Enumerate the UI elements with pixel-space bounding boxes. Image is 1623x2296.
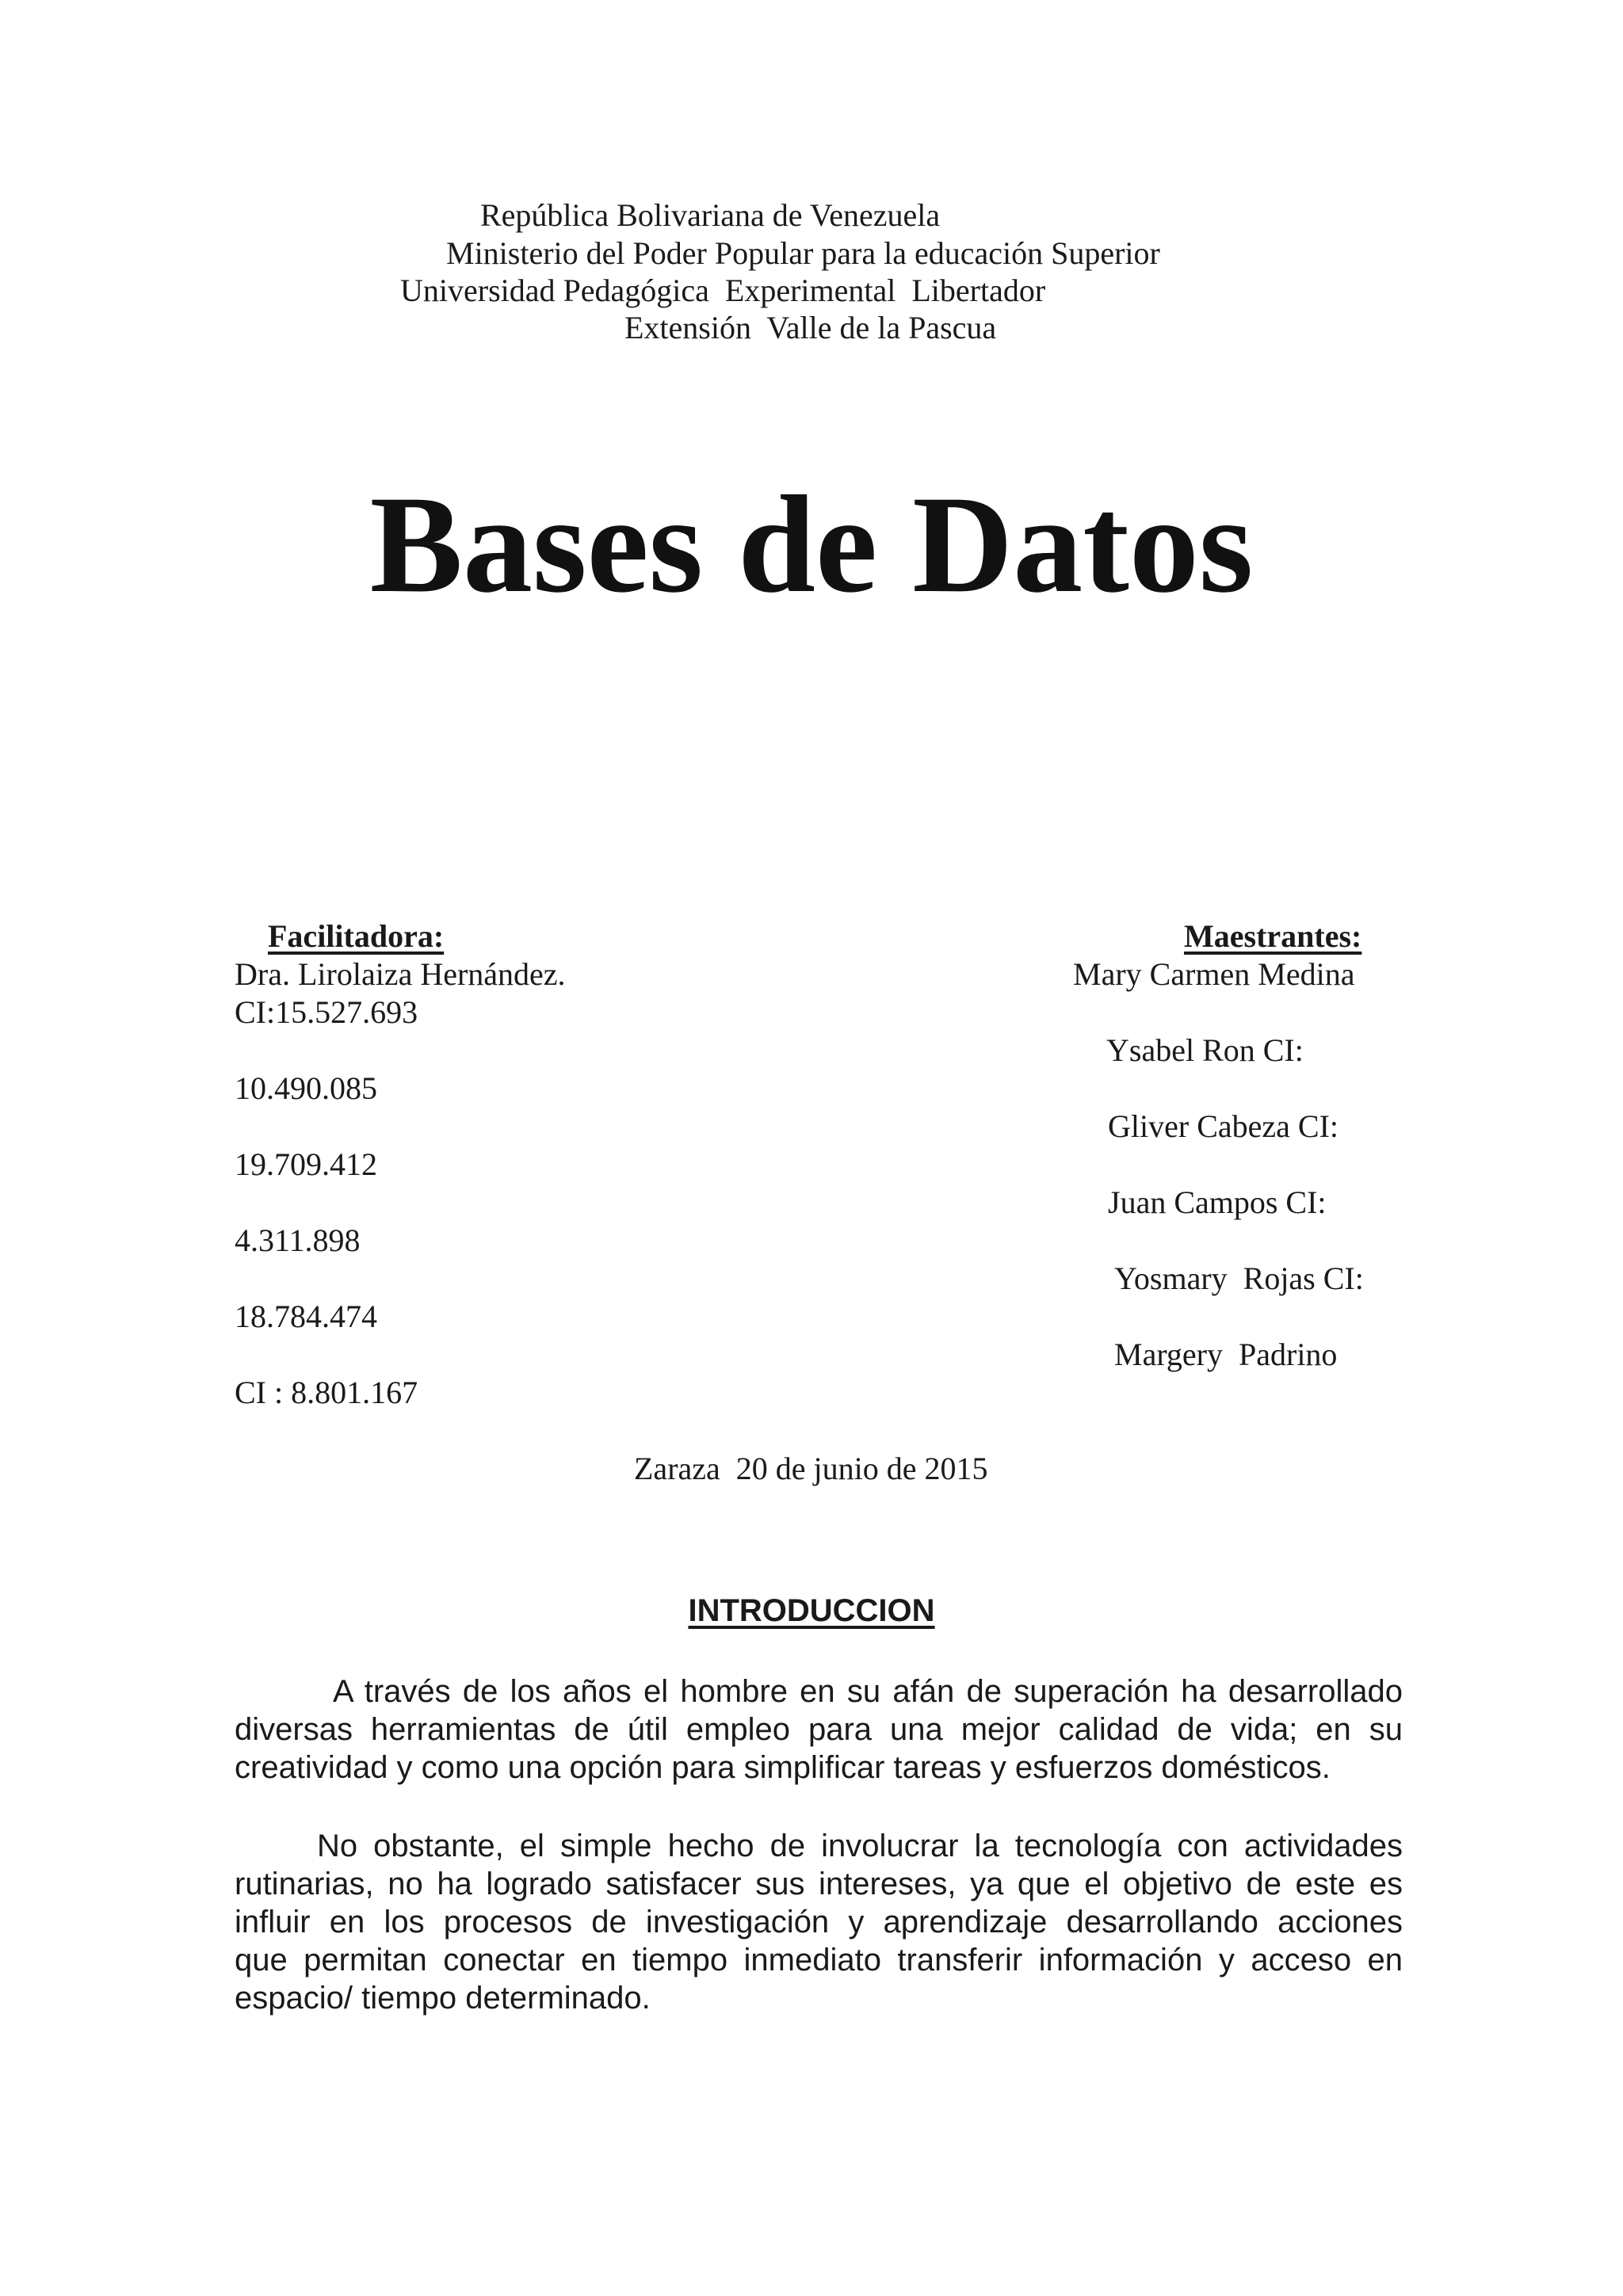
introduction-heading: INTRODUCCION bbox=[688, 1593, 935, 1628]
ci-number-5: CI : 8.801.167 bbox=[235, 1375, 418, 1410]
facilitadora-label: Facilitadora: bbox=[268, 918, 445, 954]
header-extension: Extensión Valle de la Pascua bbox=[624, 310, 997, 345]
maestrante-2: Ysabel Ron CI: bbox=[1106, 1032, 1304, 1068]
facilitadora-name: Dra. Lirolaiza Hernández. bbox=[235, 956, 566, 992]
header-ministry: Ministerio del Poder Popular para la educación Superior bbox=[446, 235, 1160, 271]
facilitadora-ci: CI:15.527.693 bbox=[235, 994, 418, 1030]
paragraph-1-line-3: creatividad y como una opción para simplificar tareas y esfuerzos domésticos. bbox=[235, 1750, 1331, 1785]
paragraph-2-line-4: que permitan conectar en tiempo inmediato transferir información y acceso en bbox=[235, 1943, 1403, 1978]
maestrante-5: Yosmary Rojas CI: bbox=[1114, 1261, 1364, 1296]
ci-number-4: 18.784.474 bbox=[235, 1299, 377, 1334]
maestrantes-label: Maestrantes: bbox=[1184, 918, 1362, 954]
header-university: Universidad Pedagógica Experimental Libertador bbox=[400, 273, 1046, 308]
maestrante-6: Margery Padrino bbox=[1114, 1337, 1338, 1372]
maestrante-3: Gliver Cabeza CI: bbox=[1108, 1108, 1338, 1144]
paragraph-1-line-1: A través de los años el hombre en su afán de superación ha desarrollado bbox=[333, 1674, 1403, 1709]
maestrante-4: Juan Campos CI: bbox=[1108, 1184, 1327, 1220]
paragraph-2-line-3: influir en los procesos de investigación y aprendizaje desarrollando acciones bbox=[235, 1905, 1403, 1939]
ci-number-3: 4.311.898 bbox=[235, 1222, 361, 1258]
document-title: Bases de Datos bbox=[369, 467, 1254, 622]
maestrante-1: Mary Carmen Medina bbox=[1073, 956, 1355, 992]
header-republic: República Bolivariana de Venezuela bbox=[480, 197, 941, 233]
paragraph-2-line-1: No obstante, el simple hecho de involucrar la tecnología con actividades bbox=[317, 1829, 1403, 1863]
place-date: Zaraza 20 de junio de 2015 bbox=[634, 1451, 988, 1486]
introduction-paragraph-1 bbox=[235, 1672, 1403, 1787]
paragraph-1-line-2: diversas herramientas de útil empleo para una mejor calidad de vida; en su bbox=[235, 1712, 1403, 1747]
paragraph-2-line-5: espacio/ tiempo determinado. bbox=[235, 1981, 651, 2016]
paragraph-2-line-2: rutinarias, no ha logrado satisfacer sus intereses, ya que el objetivo de este es bbox=[235, 1867, 1403, 1901]
introduction-paragraph-2 bbox=[235, 1827, 1403, 2017]
ci-number-2: 19.709.412 bbox=[235, 1146, 377, 1182]
ci-number-1: 10.490.085 bbox=[235, 1070, 377, 1106]
